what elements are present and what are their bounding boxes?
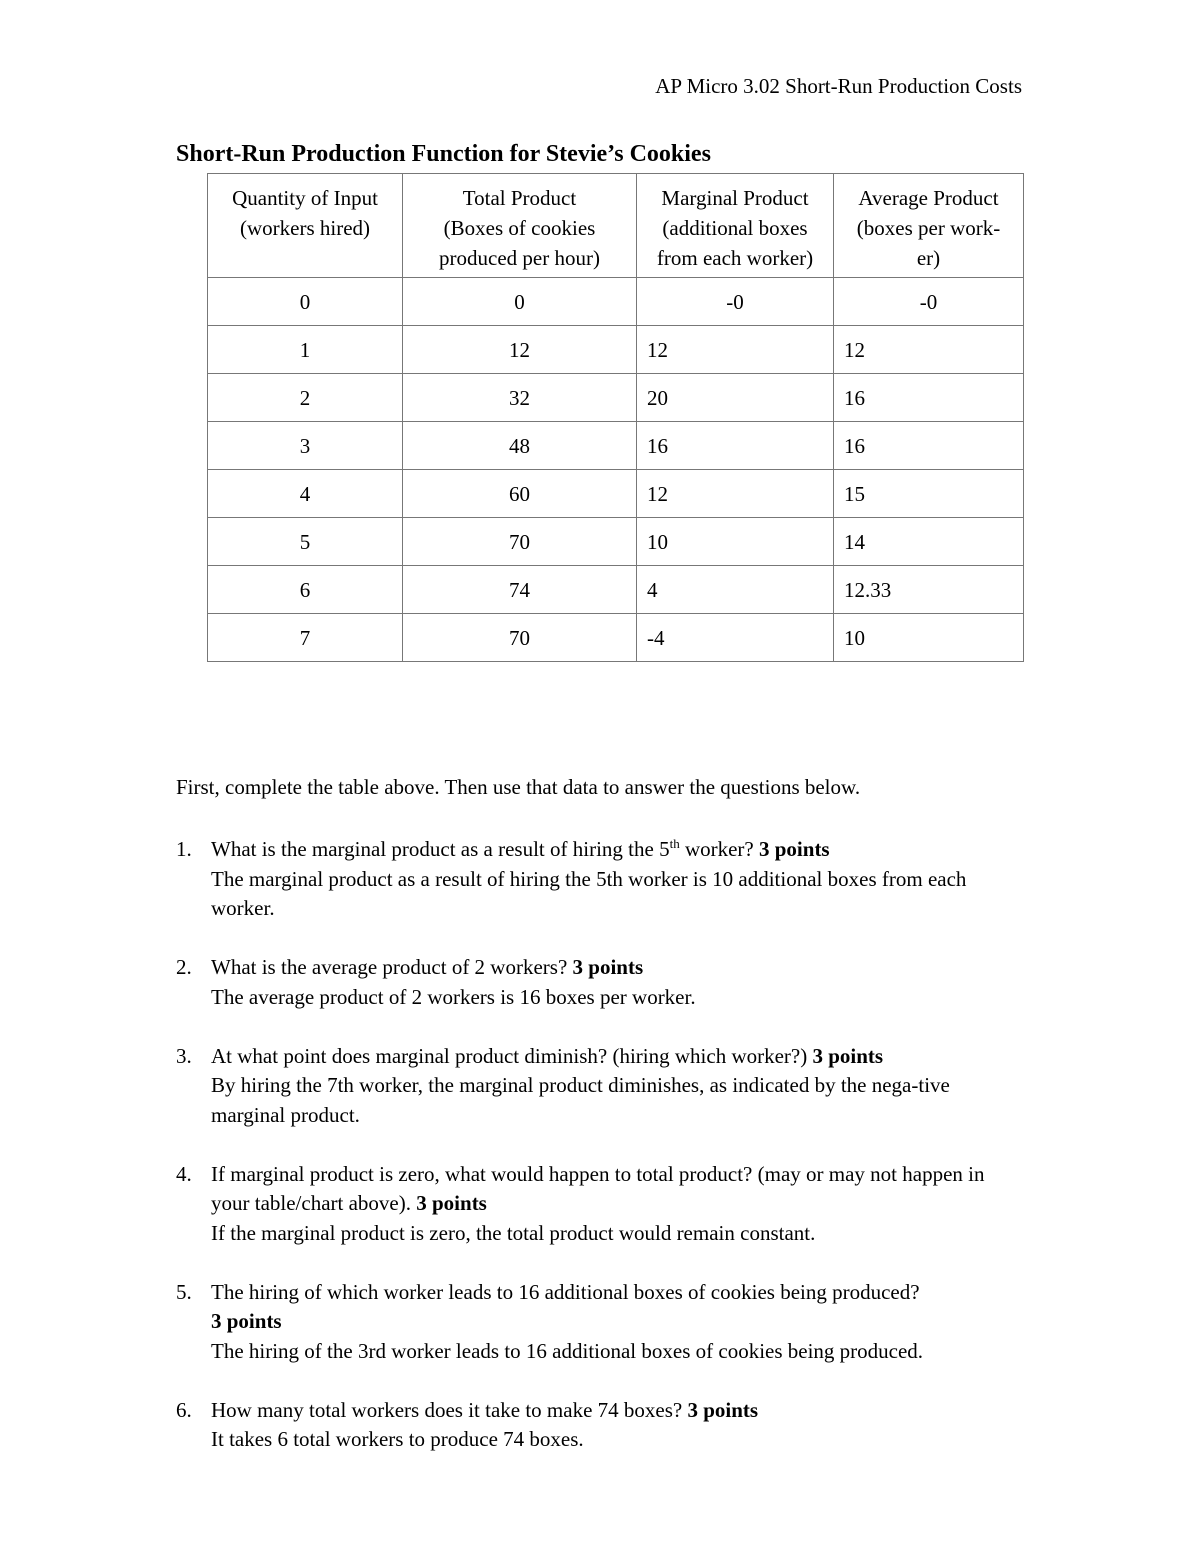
col-header-marginal-product — [637, 174, 834, 278]
table-row — [208, 278, 1024, 326]
cell-average-product: -0 — [834, 278, 1024, 326]
cell-quantity: 5 — [208, 518, 403, 566]
question-number: 6. — [176, 1397, 192, 1422]
table-row — [208, 422, 1024, 470]
col-header-total-product — [403, 174, 637, 278]
answer-text: The hiring of the 3rd worker leads to 16 additional boxes of cookies being produced. — [211, 1338, 924, 1363]
question-text-part: The hiring of which worker leads to 16 additional boxes of cookies being produced? — [211, 1279, 920, 1304]
col-header-line: Marginal Product — [661, 186, 809, 210]
question-number: 3. — [176, 1043, 192, 1068]
cell-total-product: 48 — [403, 422, 637, 470]
cell-total-product: 12 — [403, 326, 637, 374]
cell-marginal-product: 4 — [637, 566, 834, 614]
col-header-line: (workers hired) — [239, 216, 371, 240]
cell-marginal-product: 12 — [637, 470, 834, 518]
answer-text: The marginal product as a result of hiring the 5th worker is 10 additional boxes from each worker. — [211, 866, 967, 920]
cell-total-product: 74 — [403, 566, 637, 614]
table-row — [208, 470, 1024, 518]
question-text-part: At what point does marginal product diminish? (hiring which worker?) — [211, 1043, 808, 1068]
cell-quantity: 0 — [208, 278, 403, 326]
instructions-text: First, complete the table above. Then use that data to answer the questions below. — [176, 775, 861, 799]
question-number: 2. — [176, 955, 192, 979]
col-header-line: Average Product — [858, 186, 999, 210]
points-label: 3 points — [211, 1309, 282, 1333]
question-list — [176, 835, 1026, 1484]
points-label: 3 points — [812, 1043, 884, 1068]
cell-quantity: 1 — [208, 326, 403, 374]
col-header-line: Total Product — [462, 186, 577, 210]
cell-quantity: 2 — [208, 374, 403, 422]
ordinal-suffix: th — [669, 836, 680, 851]
question-item — [176, 953, 1026, 1012]
cell-average-product: 15 — [834, 470, 1024, 518]
question-text — [211, 953, 1026, 983]
question-text — [211, 1160, 1026, 1219]
question-item — [176, 835, 1026, 924]
cell-marginal-product: 16 — [637, 422, 834, 470]
answer-text: By hiring the 7th worker, the marginal product diminishes, as indicated by the nega-tive marginal product. — [211, 1073, 950, 1127]
question-item — [176, 1160, 1026, 1249]
table-row — [208, 518, 1024, 566]
table-row — [208, 614, 1024, 662]
cell-average-product: 10 — [834, 614, 1024, 662]
question-text-part: How many total workers does it take to make 74 boxes? — [211, 1397, 683, 1422]
page-header: AP Micro 3.02 Short-Run Production Costs — [655, 74, 1022, 98]
cell-total-product: 60 — [403, 470, 637, 518]
cell-quantity: 6 — [208, 566, 403, 614]
points-label: 3 points — [572, 955, 644, 979]
answer-text: If the marginal product is zero, the total product would remain constant. — [211, 1220, 816, 1245]
table-title: Short-Run Production Function for Stevie’s Cookies — [176, 141, 711, 167]
table-row — [208, 326, 1024, 374]
question-text — [211, 1042, 1026, 1072]
cell-average-product: 16 — [834, 422, 1024, 470]
answer-text: The average product of 2 workers is 16 boxes per worker. — [211, 984, 696, 1009]
cell-total-product: 70 — [403, 614, 637, 662]
question-text-part: What is the average product of 2 workers? — [211, 955, 568, 979]
question-text — [211, 1278, 1026, 1337]
question-item — [176, 1042, 1026, 1131]
points-label: 3 points — [687, 1397, 759, 1422]
question-text-part: worker? — [679, 837, 754, 861]
col-header-line: (boxes per work- — [856, 216, 1001, 240]
table-header-row — [208, 174, 1024, 278]
question-number: 5. — [176, 1279, 192, 1304]
col-header-quantity — [208, 174, 403, 278]
table-row — [208, 374, 1024, 422]
cell-marginal-product: 12 — [637, 326, 834, 374]
question-number: 4. — [176, 1161, 192, 1186]
question-text-part: If marginal product is zero, what would happen to total product? (may or may not happen in your table/chart above). — [211, 1161, 985, 1215]
cell-quantity: 4 — [208, 470, 403, 518]
cell-total-product: 0 — [403, 278, 637, 326]
points-label: 3 points — [759, 837, 830, 861]
col-header-line: (Boxes of cookies — [443, 216, 596, 240]
col-header-average-product — [834, 174, 1024, 278]
table-row — [208, 566, 1024, 614]
question-number: 1. — [176, 837, 192, 861]
cell-quantity: 7 — [208, 614, 403, 662]
cell-average-product: 12.33 — [834, 566, 1024, 614]
cell-total-product: 70 — [403, 518, 637, 566]
question-item — [176, 1278, 1026, 1367]
question-text — [211, 835, 1026, 865]
points-label: 3 points — [416, 1191, 487, 1215]
answer-text: It takes 6 total workers to produce 74 boxes. — [211, 1427, 584, 1451]
col-header-line: Quantity of Input — [232, 186, 378, 210]
cell-average-product: 12 — [834, 326, 1024, 374]
cell-total-product: 32 — [403, 374, 637, 422]
question-text-part: What is the marginal product as a result of hiring the 5 — [211, 837, 670, 861]
cell-marginal-product: -0 — [637, 278, 834, 326]
cell-marginal-product: 20 — [637, 374, 834, 422]
col-header-line: produced per hour) — [439, 246, 600, 270]
question-text — [211, 1396, 1026, 1426]
col-header-line: er) — [916, 246, 941, 270]
col-header-line: (additional boxes — [662, 216, 808, 240]
production-table — [207, 173, 1024, 662]
col-header-line: from each worker) — [656, 246, 814, 270]
cell-average-product: 16 — [834, 374, 1024, 422]
cell-marginal-product: -4 — [637, 614, 834, 662]
question-item — [176, 1396, 1026, 1455]
cell-marginal-product: 10 — [637, 518, 834, 566]
cell-quantity: 3 — [208, 422, 403, 470]
cell-average-product: 14 — [834, 518, 1024, 566]
